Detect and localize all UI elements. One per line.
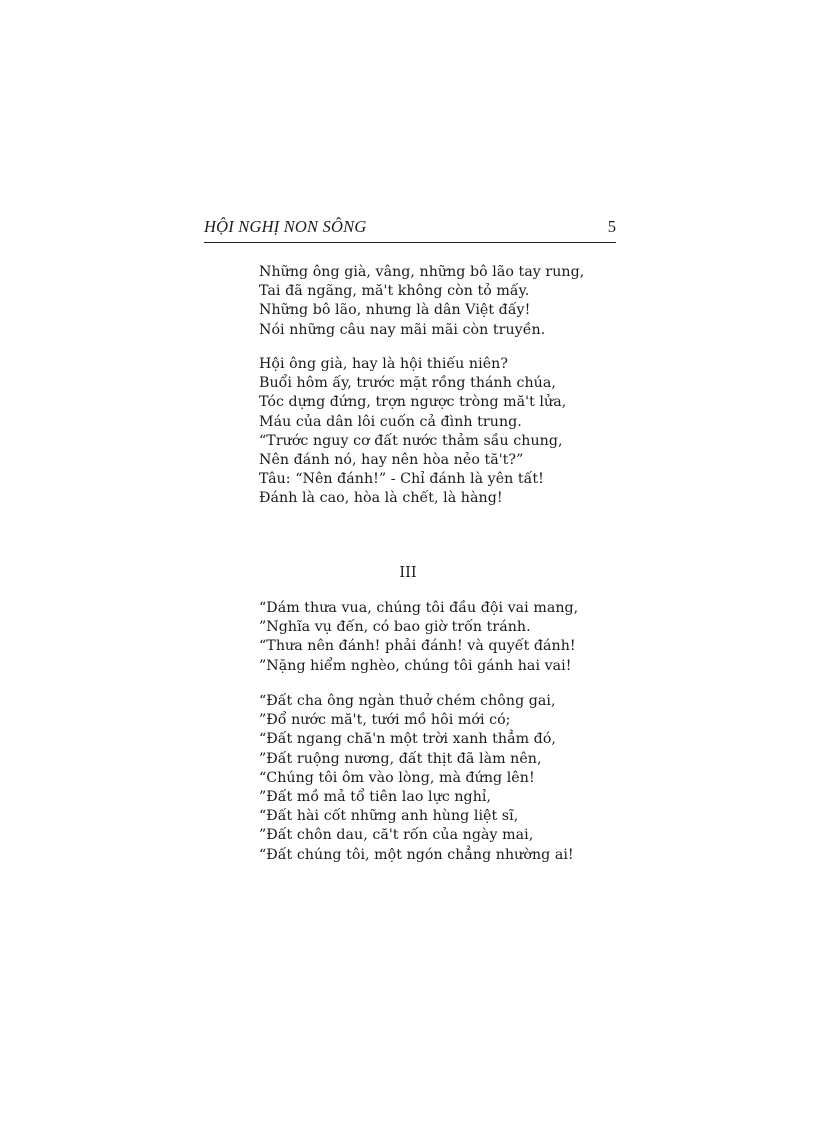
stanza-1 xyxy=(259,263,584,340)
stanza-3 xyxy=(259,599,578,676)
verse-line: Tóc dựng đứng, trợn ngược tròng mă't lửa, xyxy=(259,394,567,411)
running-header-title: HỘI NGHỊ NON SÔNG xyxy=(204,217,367,236)
verse-line: ”Nghĩa vụ đến, có bao giờ trốn tránh. xyxy=(259,619,531,636)
verse-line: “Đất chúng tôi, một ngón chẳng nhường ai! xyxy=(259,846,574,863)
verse-line: Tâu: “Nên đánh!” - Chỉ đánh là yên tất! xyxy=(259,471,544,488)
stanza-2 xyxy=(259,355,566,509)
verse-line: “Thưa nên đánh! phải đánh! và quyết đánh! xyxy=(259,638,576,655)
verse-line: Đánh là cao, hòa là chết, là hàng! xyxy=(259,490,503,507)
verse-line: “Chúng tôi ôm vào lòng, mà đứng lên! xyxy=(259,769,535,786)
verse-line: “Đất ngang chă'n một trời xanh thẳm đó, xyxy=(259,731,556,748)
verse-line: Buổi hôm ấy, trước mặt rồng thánh chúa, xyxy=(259,375,556,392)
verse-line: ”Đất chôn dau, că't rốn của ngày mai, xyxy=(259,827,534,844)
verse-line: Hội ông già, hay là hội thiếu niên? xyxy=(259,356,508,372)
stanza-4 xyxy=(259,692,574,865)
verse-line: “Dám thưa vua, chúng tôi đầu đội vai mang, xyxy=(259,600,579,616)
verse-line: Máu của dân lôi cuốn cả đình trung. xyxy=(259,413,522,430)
verse-line: ”Đất ruộng nương, đất thịt đã làm nên, xyxy=(259,750,542,767)
page-number: 5 xyxy=(607,217,616,236)
verse-line: “Trước nguy cơ đất nước thảm sầu chung, xyxy=(259,432,563,449)
verse-line: “Đất cha ông ngàn thuở chém chông gai, xyxy=(259,693,556,709)
verse-line: ”Đổ nước mă't, tưới mồ hôi mới có; xyxy=(259,712,511,729)
verse-line: Tai đã ngãng, mă't không còn tỏ mấy. xyxy=(259,283,530,300)
verse-line: “Đất hài cốt những anh hùng liệt sĩ, xyxy=(259,808,519,825)
verse-line: Những bô lão, nhưng là dân Việt đấy! xyxy=(259,302,531,319)
section-numeral: III xyxy=(399,565,417,581)
verse-line: ”Đất mồ mả tổ tiên lao lực nghỉ, xyxy=(259,789,492,806)
verse-line: Nên đánh nó, hay nên hòa nẻo tă't?” xyxy=(259,452,524,469)
running-header xyxy=(204,214,616,243)
verse-line: Nói những câu nay mãi mãi còn truyền. xyxy=(259,321,546,338)
verse-line: Những ông già, vâng, những bô lão tay rung, xyxy=(259,264,585,280)
verse-line: ”Nặng hiểm nghèo, chúng tôi gánh hai vai! xyxy=(259,657,572,674)
